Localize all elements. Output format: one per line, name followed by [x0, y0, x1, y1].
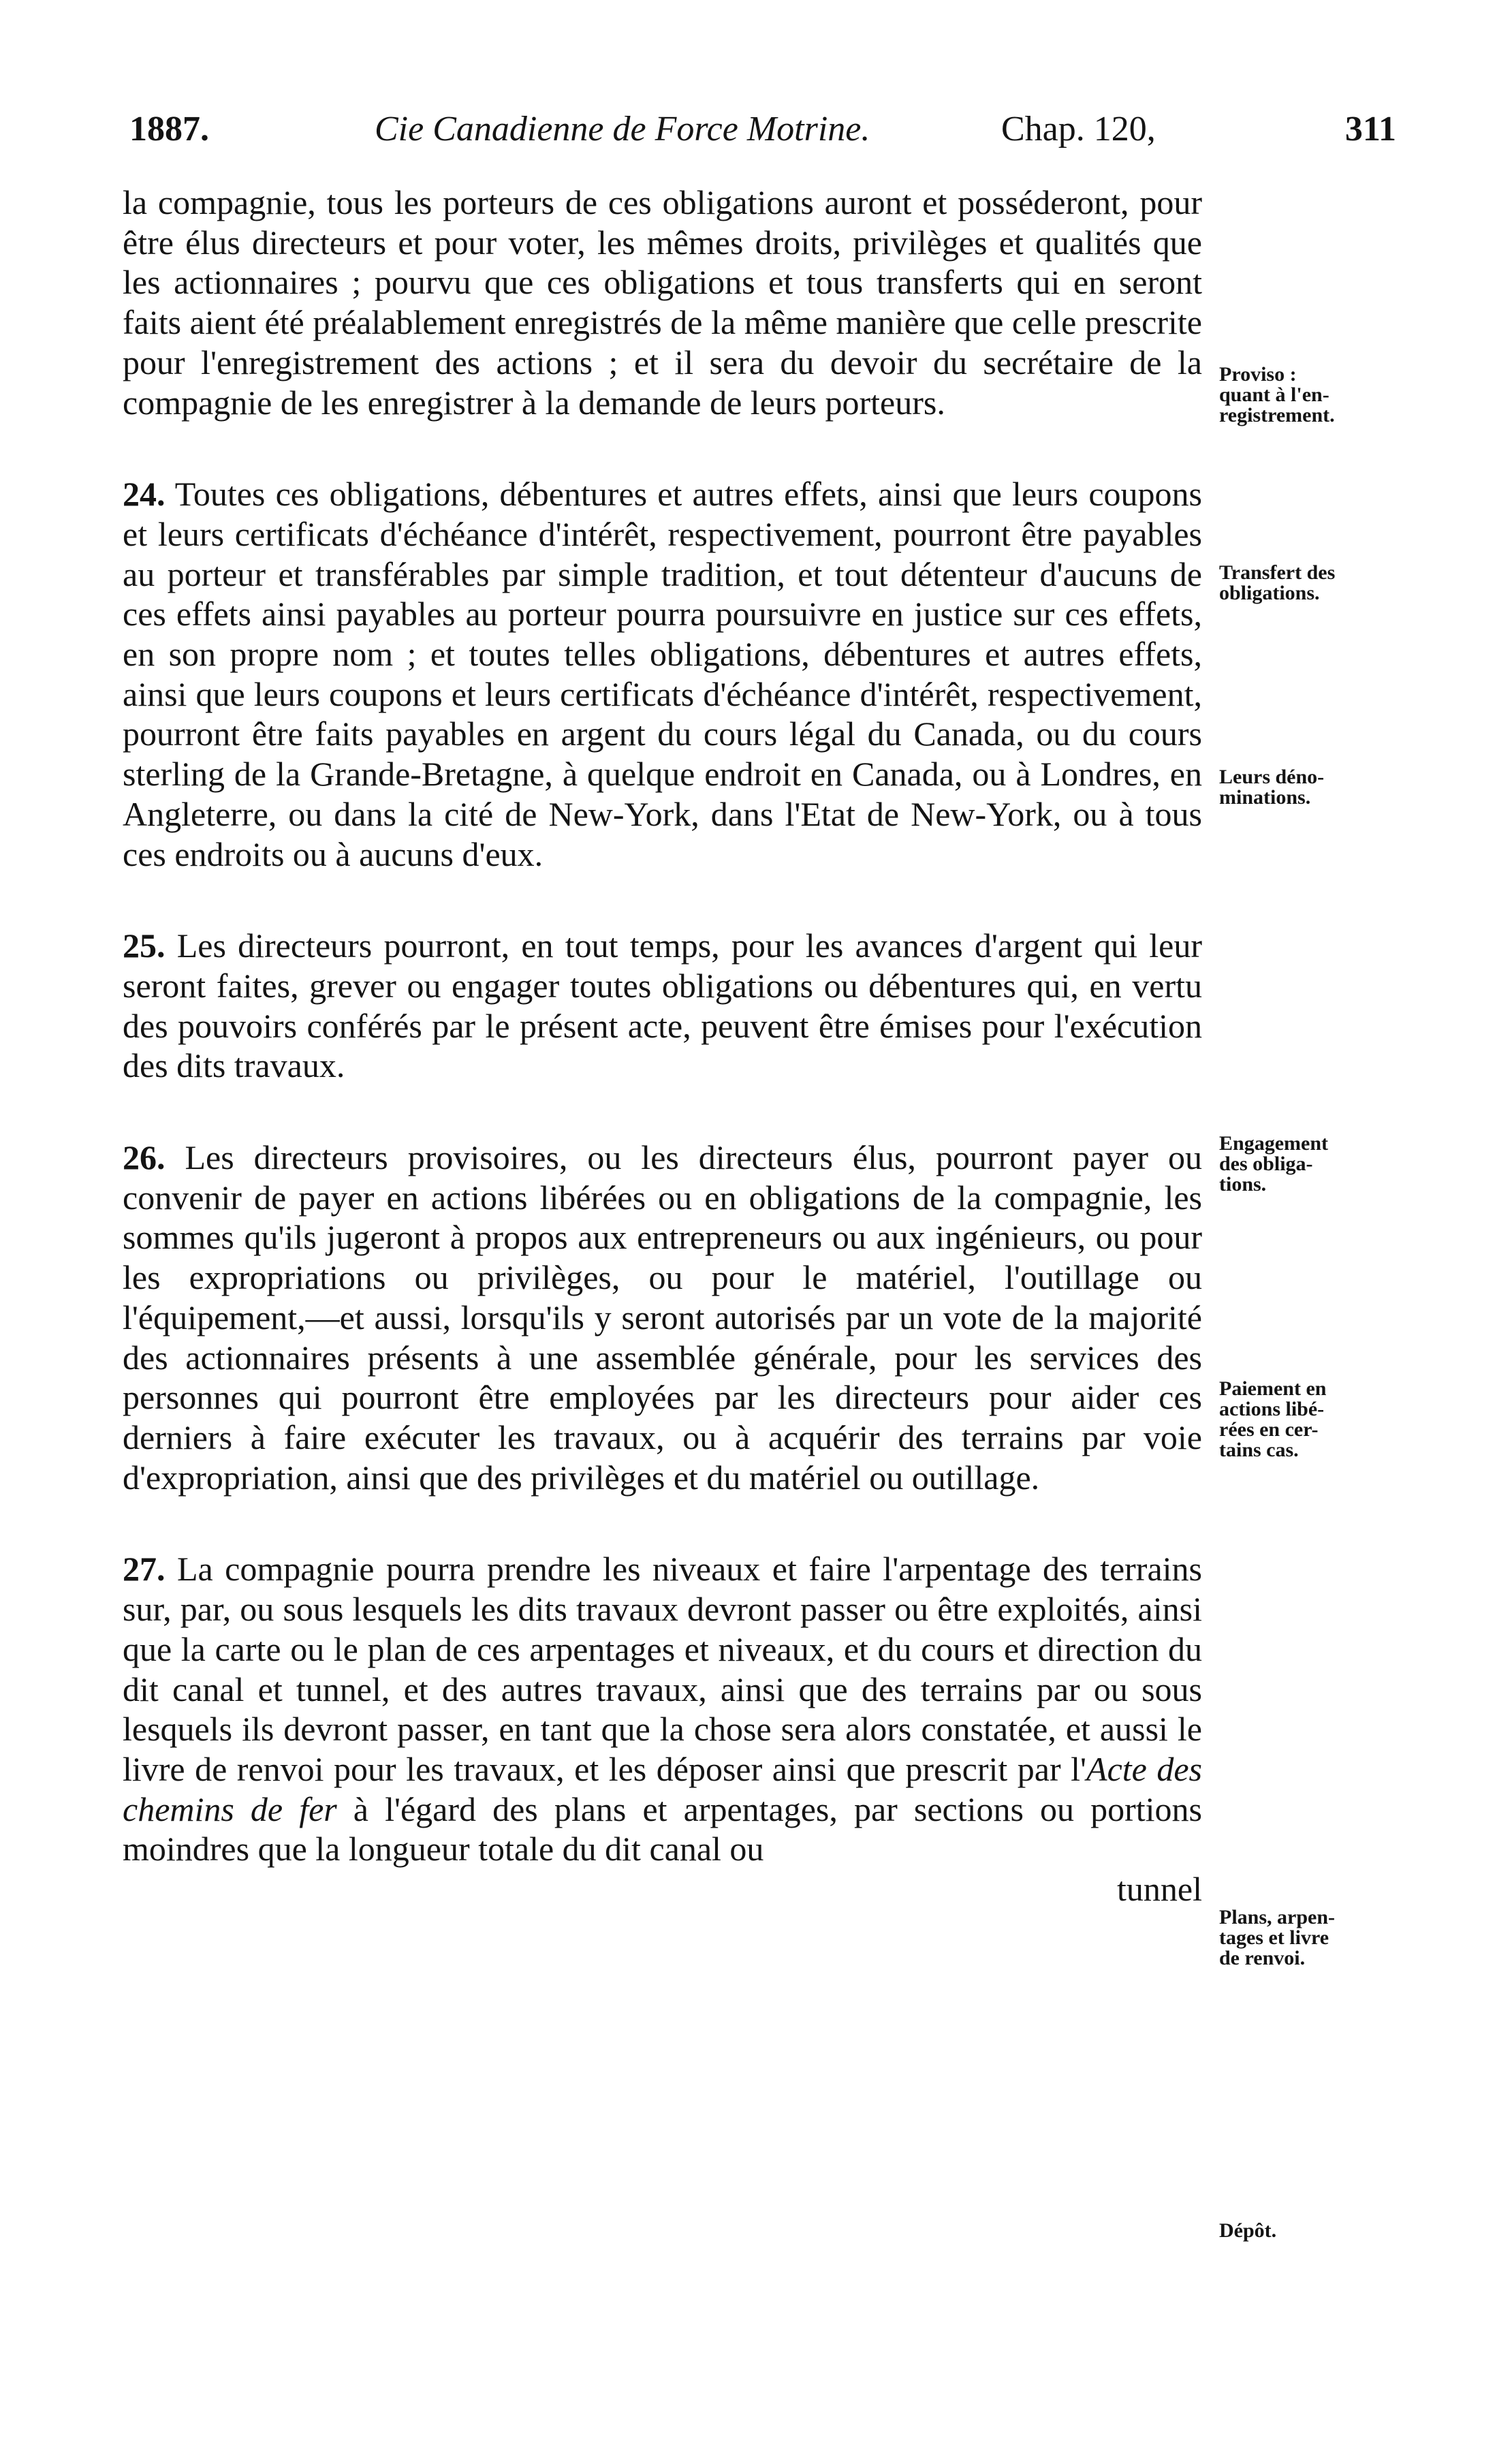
section-26 [123, 1138, 1202, 1497]
paragraph-text: Les directeurs pourront, en tout temps, pour les avances d'argent qui leur seront faites, grever ou engager toutes obligations ou débentures qui, en vertu des pouvoirs conférés par le présent acte, peuvent être émises pour l'exécution des dits travaux. [123, 926, 1203, 1085]
paragraph-text: la compagnie, tous les porteurs de ces obligations auront et posséderont, pour être élus directeurs et pour voter, les mêmes droits, privilèges et qualités que les actionnaires ; pourvu que ces obligations et tous transferts qui en seront faits aient été préalablement enregistrés de la même manière que celle prescrite pour l'enregistrement des actions ; et il sera du devoir du secrétaire de la compagnie de les enregistrer à la demande de leurs porteurs. [123, 183, 1202, 422]
margin-note-engagement: Engagement des obliga- tions. [1219, 1132, 1328, 1195]
section-number: 26. [123, 1138, 166, 1177]
header-year: 1887. [129, 110, 209, 148]
section-27 [123, 1549, 1202, 1869]
paragraph-continuation [123, 183, 1202, 422]
margin-note-proviso: Proviso : quant à l'en- registrement. [1219, 363, 1335, 426]
paragraph-text: Toutes ces obligations, débentures et autres effets, ainsi que leurs coupons et leurs certificats d'échéance d'intérêt, respectivement, pourront être payables au porteur et transférables par simple tradition, et tout détenteur d'aucuns de ces effets ainsi payables au porteur pourra poursuivre en justice sur ces effets, en son propre nom ; et toutes telles obligations, débentures et autres effets, ainsi que leurs coupons et leurs certificats d'échéance d'intérêt, respectivement, pourront être faits payables en argent du cours légal du Canada, ou du cours sterling de la Grande-Bretagne, à quelque endroit en Canada, ou à Londres, en Angleterre, ou dans la cité de New-York, dans l'Etat de New-York, ou à tous ces endroits ou à aucuns d'eux. [123, 475, 1202, 873]
act-title: Acte des chemins de fer [123, 1749, 1202, 1828]
paragraph-text-end: à l'égard des plans et arpentages, par sections ou portions moindres que la longueur totale du dit canal ou [123, 1789, 1202, 1868]
margin-note-denominations: Leurs déno- minations. [1219, 766, 1325, 809]
body-text [123, 183, 1202, 1909]
header-chapter: Chap. 120, [1001, 110, 1156, 148]
catchword: tunnel [1117, 1870, 1202, 1909]
section-number: 25. [123, 926, 166, 965]
margin-note-transfert: Transfert des obligations. [1219, 561, 1336, 604]
margin-note-plans: Plans, arpen- tages et livre de renvoi. [1219, 1906, 1336, 1969]
margin-note-paiement: Paiement en actions libé- rées en cer- tains cas. [1219, 1377, 1327, 1461]
section-25 [123, 926, 1202, 1086]
paragraph-text: Les directeurs provisoires, ou les directeurs élus, pourront payer ou convenir de payer en actions libérées ou en obligations de la compagnie, les sommes qu'ils jugeront à propos aux entrepreneurs ou aux ingénieurs, ou pour les expropriations ou privilèges, ou pour le matériel, l'outillage ou l'équipement,—et aussi, lorsqu'ils y seront autorisés par un vote de la majorité des actionnaires présents à une assemblée générale, pour les services des personnes qui pourront être employées par les directeurs pour aider ces derniers à faire exécuter les travaux, ou à acquérir des terrains par voie d'expropriation, ainsi que des privilèges et du matériel ou outillage. [123, 1138, 1203, 1497]
section-24 [123, 474, 1202, 874]
header-title: Cie Canadienne de Force Motrine. [375, 110, 870, 148]
running-header [129, 102, 1396, 157]
margin-note-depot: Dépôt. [1219, 2219, 1277, 2242]
section-number: 27. [123, 1550, 166, 1589]
page-number: 311 [1344, 110, 1396, 148]
section-number: 24. [123, 475, 166, 514]
paragraph-text: La compagnie pourra prendre les niveaux et faire l'arpentage des terrains sur, par, ou sous lesquels les dits travaux devront passer ou être exploités, ainsi que la carte ou le plan de ces arpentages et niveaux, et du cours et direction du dit canal et tunnel, et des autres travaux, ainsi que des terrains par ou sous lesquels ils devront passer, en tant que la chose sera alors constatée, et aussi le livre de renvoi pour les travaux, et les déposer ainsi que prescrit par l' [123, 1550, 1202, 1788]
